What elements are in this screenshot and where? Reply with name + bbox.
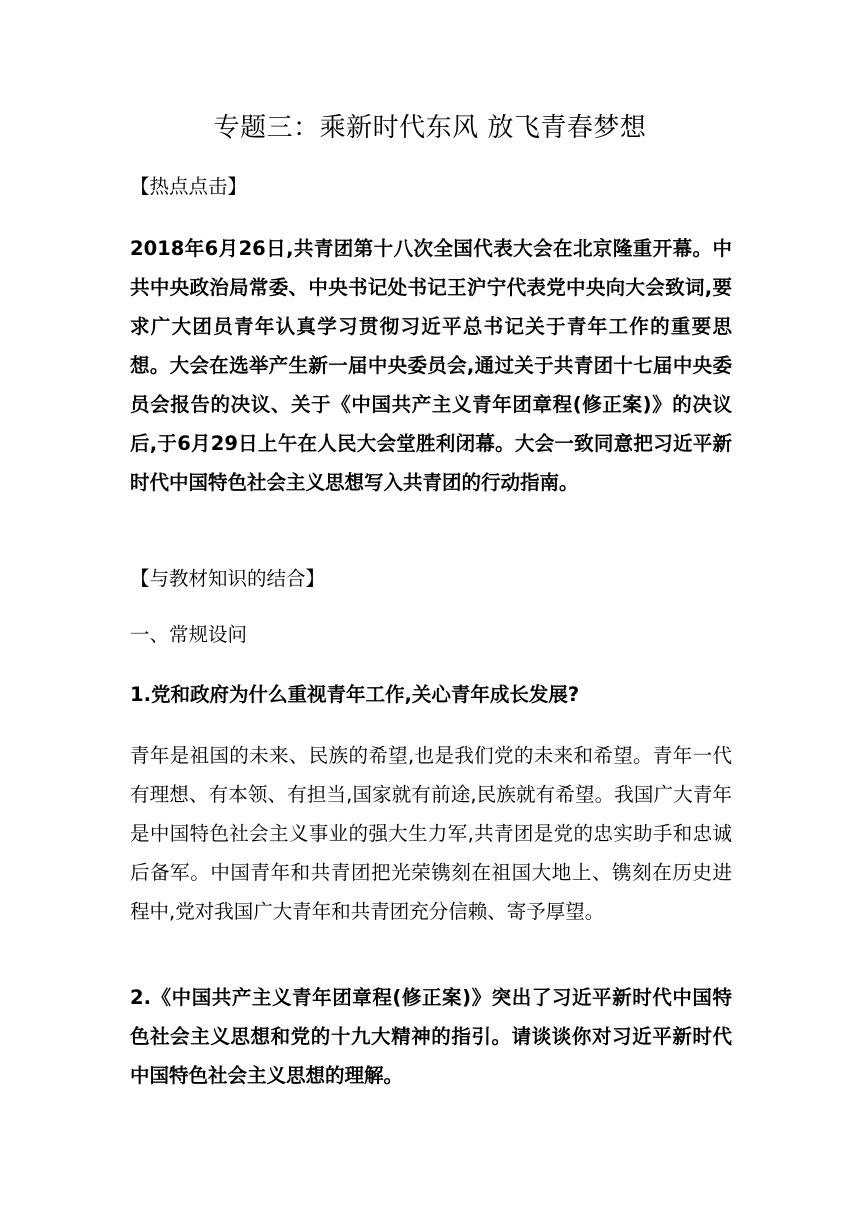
routine-questions-heading: 一、常规设问 [130, 623, 248, 646]
document-title: 专题三：乘新时代东风 放飞青春梦想 [213, 113, 647, 143]
textbook-combination-heading: 【与教材知识的结合】 [130, 567, 326, 590]
question-2: 2.《中国共产主义青年团章程(修正案)》突出了习近平新时代中国特色社会主义思想和党的十九大精神的指引。请谈谈你对习近平新时代中国特色社会主义思想的理解。 [130, 986, 732, 1087]
question-1: 1.党和政府为什么重视青年工作,关心青年成长发展? [130, 683, 580, 706]
answer-1: 青年是祖国的未来、民族的希望,也是我们党的未来和希望。青年一代有理想、有本领、有担当,国家就有前途,民族就有希望。我国广大青年是中国特色社会主义事业的强大生力军,共青团是党的忠实助手和忠诚后备军。中国青年和共青团把光荣镌刻在祖国大地上、镌刻在历史进程中,党对我国广大青年和共青团充分信赖、寄予厚望。 [130, 744, 732, 923]
hot-topic-heading: 【热点点击】 [130, 175, 248, 198]
hot-topic-paragraph: 2018年6月26日,共青团第十八次全国代表大会在北京隆重开幕。中共中央政治局常委、中央书记处书记王沪宁代表党中央向大会致词,要求广大团员青年认真学习贯彻习近平总书记关于青年工作的重要思想。大会在选举产生新一届中央委员会,通过关于共青团十七届中央委员会报告的决议、关于《中国共产主义青年团章程(修正案)》的决议后,于6月29日上午在人民大会堂胜利闭幕。大会一致同意把习近平新时代中国特色社会主义思想写入共青团的行动指南。 [130, 237, 732, 494]
